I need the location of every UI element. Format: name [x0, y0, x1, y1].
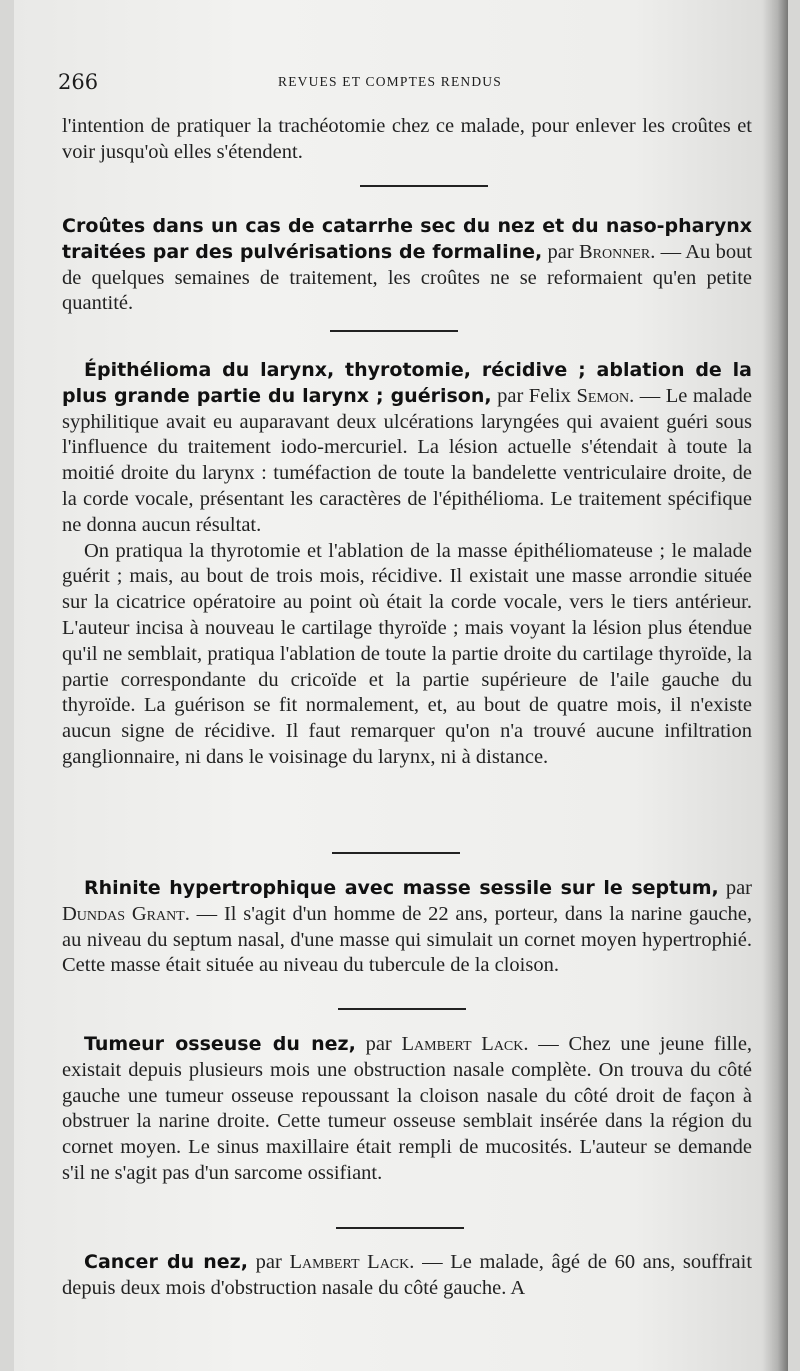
article-title: Rhinite hypertrophique avec masse sessile sur le septum,	[84, 877, 719, 899]
section-divider	[330, 330, 458, 332]
section-divider	[336, 1227, 464, 1229]
article-5	[62, 1250, 752, 1302]
article-2	[62, 358, 752, 771]
article-by: par	[255, 1251, 282, 1273]
article-title: Cancer du nez,	[84, 1251, 248, 1273]
article-title: Tumeur osseuse du nez,	[84, 1033, 356, 1055]
page-header	[58, 70, 758, 96]
article-body-continued: On pratiqua la thyrotomie et l'ablation de la masse épithéliomateuse ; le malade guérit ; mais, au bout de trois mois, récidive. Il existait une masse arrondie située sur la cicatrice opératoire au point où était la corde vocale, vers le tiers antérieur. L'auteur incisa à nouveau le cartilage thyroïde ; mais voyant la lésion plus étendue qu'il ne semblait, pratiqua l'ablation de toute la partie droite du cartilage thyroïde, la partie correspondante du cricoïde et la partie supérieure de l'aile gauche du thyroïde. La guérison se fit normalement, et, au bout de quatre mois, il n'existe aucun signe de récidive. Il faut remarquer qu'on n'a trouvé aucune infiltration ganglionnaire, ni dans le voisinage du larynx, ni à distance.	[62, 539, 752, 768]
article-body: — Il s'agit d'un homme de 22 ans, porteur, dans la narine gauche, au niveau du septum nasal, d'une masse qui simulait un cornet moyen hypertrophié. Cette masse était située au niveau du tubercule de la cloison.	[62, 902, 753, 977]
article-author: Semon.	[576, 384, 635, 407]
section-divider	[332, 852, 460, 854]
intro-paragraph	[62, 114, 752, 166]
article-by: par Felix	[497, 384, 571, 407]
intro-text: l'intention de pratiquer la trachéotomie chez ce malade, pour enlever les croûtes et voir jusqu'où elles s'étendent.	[62, 115, 752, 163]
article-3	[62, 876, 752, 979]
article-author: Dundas Grant.	[62, 902, 190, 925]
article-1	[62, 214, 752, 317]
page-number: 266	[58, 70, 99, 94]
article-body: — Le malade syphilitique avait eu auparavant deux ulcérations laryngées qui avaient guéri sous l'influence du traitement iodo-mercuriel. La lésion actuelle s'étendait à toute la moitié droite du larynx : tuméfaction de toute la bandelette ventriculaire droite, de la corde vocale, présentant les caractères de l'épithélioma. Le traitement spécifique ne donna aucun résultat.	[62, 384, 753, 536]
article-body: — Le malade, âgé de 60 ans, souffrait depuis deux mois d'obstruction nasale du côté gauche. A	[62, 1251, 753, 1299]
article-4	[62, 1032, 752, 1187]
article-author: Bronner.	[578, 240, 656, 263]
article-title: Croûtes dans un cas de catarrhe sec du nez et du naso-pharynx traitées par des pulvérisations de formaline,	[62, 215, 752, 263]
article-author: Lambert Lack.	[289, 1251, 415, 1273]
article-by: par	[725, 877, 753, 899]
article-body: — Chez une jeune fille, existait depuis plusieurs mois une obstruction nasale complète. On trouva du côté gauche une tumeur osseuse repoussant la cloison nasale du côté droit de façon à obstruer la narine droite. Cette tumeur osseuse semblait insérée dans la région du cornet moyen. Le sinus maxillaire était rempli de mucosités. L'auteur se demande s'il ne s'agit pas d'un sarcome ossifiant.	[62, 1033, 753, 1184]
book-spine-shadow	[762, 0, 788, 1371]
article-by: par	[547, 240, 574, 263]
article-title: Épithélioma du larynx, thyrotomie, récidive ; ablation de la plus grande partie du larynx ; guérison,	[62, 359, 752, 407]
section-divider	[338, 1008, 466, 1010]
running-head: REVUES ET COMPTES RENDUS	[278, 74, 502, 89]
section-divider	[360, 185, 488, 187]
article-author: Lambert Lack.	[401, 1033, 529, 1055]
article-body: — Au bout de quelques semaines de traitement, les croûtes ne se reformaient qu'en petite quantité.	[62, 240, 753, 315]
article-by: par	[365, 1033, 392, 1055]
